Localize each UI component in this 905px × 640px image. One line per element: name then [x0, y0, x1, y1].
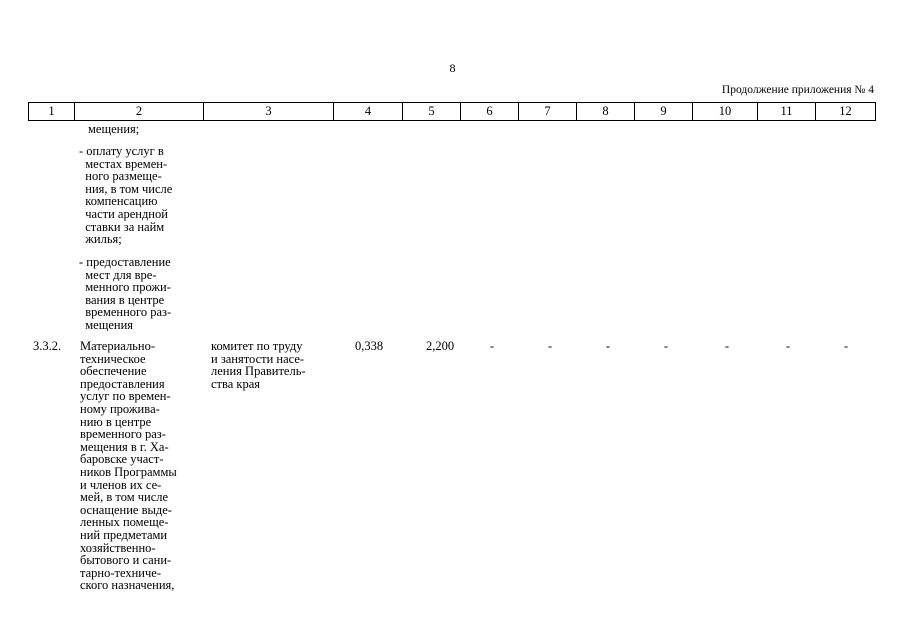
header-col-7: 7: [519, 103, 577, 121]
row-value-col5: 2,200: [425, 339, 455, 353]
row-value-col10: -: [724, 339, 730, 353]
column-number-header-table: [28, 102, 876, 121]
header-col-2: 2: [75, 103, 204, 121]
header-col-12: 12: [816, 103, 876, 121]
row-value-col4: 0,338: [354, 339, 384, 353]
row-number: 3.3.2.: [33, 339, 62, 353]
header-col-5: 5: [403, 103, 461, 121]
row-value-col7: -: [547, 339, 553, 353]
row-value-col8: -: [605, 339, 611, 353]
row-executor: комитет по труду и занятости насе- ления Правитель- ства края: [211, 339, 306, 391]
appendix-continuation-note: Продолжение приложения № 4: [721, 84, 874, 96]
header-col-8: 8: [577, 103, 635, 121]
header-col-3: 3: [204, 103, 334, 121]
page-number: 8: [449, 61, 456, 75]
list-item-temporary-housing: - предоставление мест для вре- менного прожи- вания в центре временного раз- мещения: [79, 255, 172, 332]
row-value-col9: -: [663, 339, 669, 353]
header-col-10: 10: [693, 103, 758, 121]
header-col-9: 9: [635, 103, 693, 121]
header-col-11: 11: [758, 103, 816, 121]
list-item-rental-payment: - оплату услуг в местах времен- ного размеще- ния, в том числе компенсацию части арендной ставки за найм жилья;: [79, 144, 173, 247]
row-value-col11: -: [785, 339, 791, 353]
row-value-col12: -: [843, 339, 849, 353]
continued-text-tail: мещения;: [88, 122, 140, 136]
header-row: [29, 103, 876, 121]
header-col-1: 1: [29, 103, 75, 121]
header-col-6: 6: [461, 103, 519, 121]
header-col-4: 4: [334, 103, 403, 121]
row-description: Материально- техническое обеспечение предоставления услуг по времен- ному проживa- нию в центре временного раз- мещения в г. Ха- баровске участ- ников Программы и членов их се- мей, в том числе оснащение выде- ленных помеще- ний предметами хозяйственно- бытового и сани- тарно-техниче- ского назначения,: [80, 339, 177, 593]
row-value-col6: -: [489, 339, 495, 353]
